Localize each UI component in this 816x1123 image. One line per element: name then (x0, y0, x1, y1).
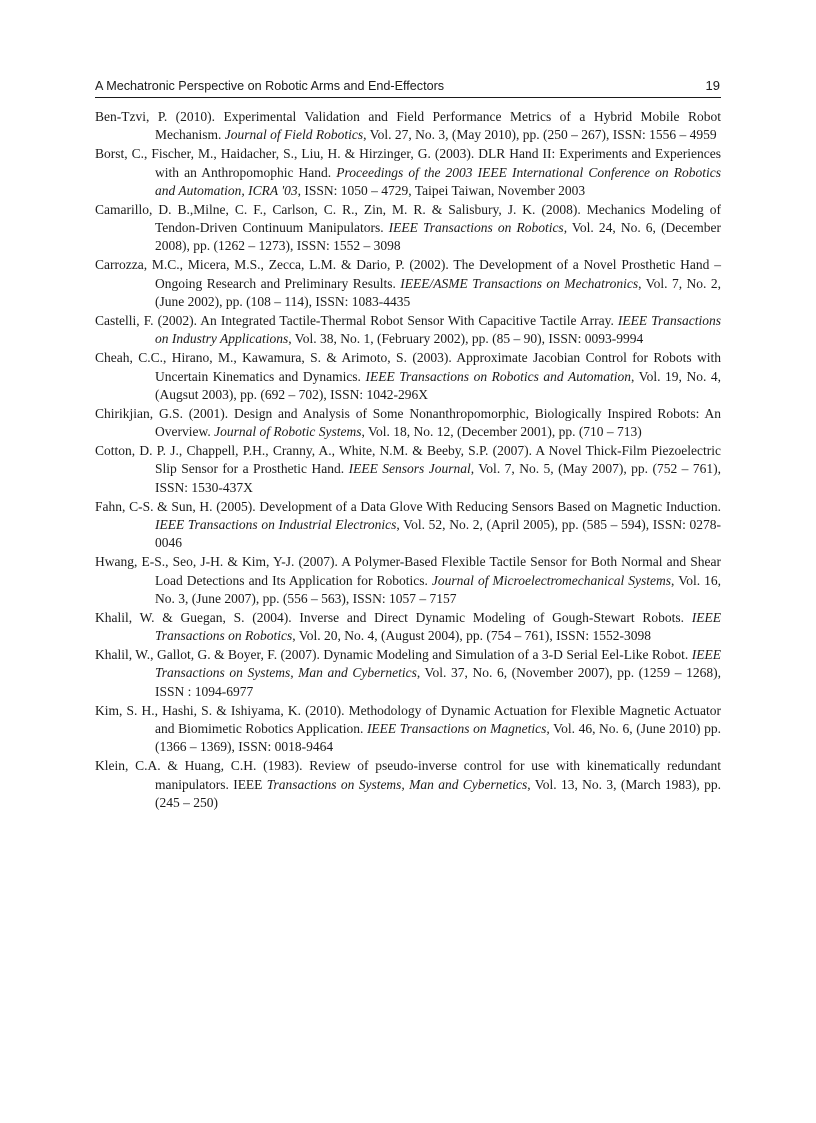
reference-entry (95, 702, 721, 757)
reference-details: , Vol. 20, No. 4, (August 2004), pp. (754 – 761), ISSN: 1552-3098 (292, 628, 652, 644)
running-head-title: A Mechatronic Perspective on Robotic Arms and End-Effectors (95, 79, 445, 93)
reference-entry (95, 553, 721, 608)
reference-entry (95, 646, 721, 701)
reference-text: Fahn, C-S. & Sun, H. (2005). Development of a Data Glove With Reducing Sensors Based on Magnetic Induction. (95, 498, 721, 514)
reference-details: , Vol. 52, No. 2, (April 2005), pp. (585 – 594), ISSN: 0278-0046 (155, 517, 721, 551)
reference-entry (95, 201, 721, 256)
reference-text: Cheah, C.C., Hirano, M., Kawamura, S. & Arimoto, S. (2003). Approximate Jacobian Control for Robots with Uncertain Kinematics and Dynamics. (95, 350, 721, 384)
reference-venue: Proceedings of the 2003 IEEE International Conference on Robotics and Automation, ICRA '03 (155, 164, 721, 198)
reference-text: Borst, C., Fischer, M., Haidacher, S., Liu, H. & Hirzinger, G. (2003). DLR Hand II: Experiments and Experiences with an Anthropomophic Hand. (95, 146, 721, 180)
reference-venue: IEEE Transactions on Magnetics, (366, 721, 550, 737)
reference-venue: IEEE Transactions on Systems, Man and Cybernetics (155, 647, 721, 681)
reference-details: , Vol. 13, No. 3, (March 1983), pp. (245 – 250) (155, 776, 721, 810)
page (95, 78, 721, 813)
reference-text: Carrozza, M.C., Micera, M.S., Zecca, L.M. & Dario, P. (2002). The Development of a Novel Prosthetic Hand – Ongoing Research and Preliminary Results. (95, 257, 721, 291)
reference-entry (95, 498, 721, 553)
reference-venue: IEEE/ASME Transactions on Mechatronics (400, 275, 639, 291)
reference-list (95, 108, 721, 812)
reference-entry (95, 145, 721, 200)
reference-text: Chirikjian, G.S. (2001). Design and Analysis of Some Nonanthropomorphic, Biologically Inspired Robots: An Overview. (95, 405, 721, 440)
reference-details: , Vol. 18, No. 12, (December 2001), pp. (710 – 713) (361, 424, 642, 440)
reference-entry (95, 757, 721, 812)
reference-details: , Vol. 7, No. 2, (June 2002), pp. (108 – 114), ISSN: 1083-4435 (155, 275, 721, 310)
reference-venue: IEEE Transactions on Robotics (155, 609, 721, 644)
reference-text: Khalil, W. & Guegan, S. (2004). Inverse and Direct Dynamic Modeling of Gough-Stewart Robots. (95, 609, 692, 625)
reference-details: , ISSN: 1050 – 4729, Taipei Taiwan, November 2003 (297, 182, 586, 198)
reference-details: Vol. 46, No. 6, (June 2010) pp. (1366 – 1369), ISSN: 0018-9464 (155, 721, 721, 755)
reference-venue: IEEE Transactions on Industrial Electronics (155, 517, 397, 533)
page-number: 19 (705, 78, 720, 93)
reference-entry (95, 609, 721, 646)
reference-text: Castelli, F. (2002). An Integrated Tactile-Thermal Robot Sensor With Capacitive Tactile Array. (95, 313, 618, 329)
reference-text: Kim, S. H., Hashi, S. & Ishiyama, K. (2010). Methodology of Dynamic Actuation for Flexible Magnetic Actuator and Biomimetic Robotics Application. (95, 702, 721, 737)
reference-venue: IEEE Sensors Journal (348, 461, 471, 477)
reference-entry (95, 108, 721, 145)
reference-details: , Vol. 27, No. 3, (May 2010), pp. (250 – 267), ISSN: 1556 – 4959 (363, 127, 717, 143)
reference-text: Hwang, E-S., Seo, J-H. & Kim, Y-J. (2007). A Polymer-Based Flexible Tactile Sensor for Both Normal and Shear Load Detections and Its Application for Robotics. (95, 554, 721, 588)
running-head (95, 78, 721, 98)
reference-venue: IEEE Transactions on Industry Applications (155, 313, 721, 347)
reference-venue: Journal of Field Robotics (224, 127, 364, 143)
reference-text: Cotton, D. P. J., Chappell, P.H., Cranny, A., White, N.M. & Beeby, S.P. (2007). A Novel Thick-Film Piezoelectric Slip Sensor for a Prosthetic Hand. (95, 443, 721, 477)
reference-venue: Journal of Microelectromechanical Systems (431, 572, 672, 588)
reference-details: , Vol. 19, No. 4, (Augsut 2003), pp. (692 – 702), ISSN: 1042-296X (155, 368, 722, 402)
reference-venue: IEEE Transactions on Robotics and Automation (365, 368, 631, 384)
reference-entry (95, 349, 721, 404)
reference-entry (95, 442, 721, 497)
reference-details: , Vol. 16, No. 3, (June 2007), pp. (556 – 563), ISSN: 1057 – 7157 (155, 572, 722, 606)
reference-entry (95, 405, 721, 442)
reference-text: Ben-Tzvi, P. (2010). Experimental Validation and Field Performance Metrics of a Hybrid Mobile Robot Mechanism. (95, 109, 721, 143)
reference-details: , Vol. 24, No. 6, (December 2008), pp. (1262 – 1273), ISSN: 1552 – 3098 (155, 220, 721, 254)
reference-details: , Vol. 38, No. 1, (February 2002), pp. (85 – 90), ISSN: 0093-9994 (288, 331, 644, 347)
reference-text: Khalil, W., Gallot, G. & Boyer, F. (2007). Dynamic Modeling and Simulation of a 3-D Serial Eel-Like Robot. (95, 647, 692, 663)
reference-text: Klein, C.A. & Huang, C.H. (1983). Review of pseudo-inverse control for use with kinematically redundant manipulators. IEEE (95, 758, 721, 792)
reference-details: , Vol. 7, No. 5, (May 2007), pp. (752 – 761), ISSN: 1530-437X (155, 461, 721, 495)
reference-venue: Journal of Robotic Systems (214, 424, 362, 440)
reference-entry (95, 256, 721, 311)
reference-venue: IEEE Transactions on Robotics (388, 220, 564, 236)
reference-entry (95, 312, 721, 349)
reference-details: , Vol. 37, No. 6, (November 2007), pp. (1259 – 1268), ISSN : 1094-6977 (155, 665, 721, 699)
reference-venue: Transactions on Systems, Man and Cybernetics (266, 776, 528, 792)
reference-text: Camarillo, D. B.,Milne, C. F., Carlson, C. R., Zin, M. R. & Salisbury, J. K. (2008). Mechanics Modeling of Tendon-Driven Continuum Manipulators. (95, 201, 721, 236)
